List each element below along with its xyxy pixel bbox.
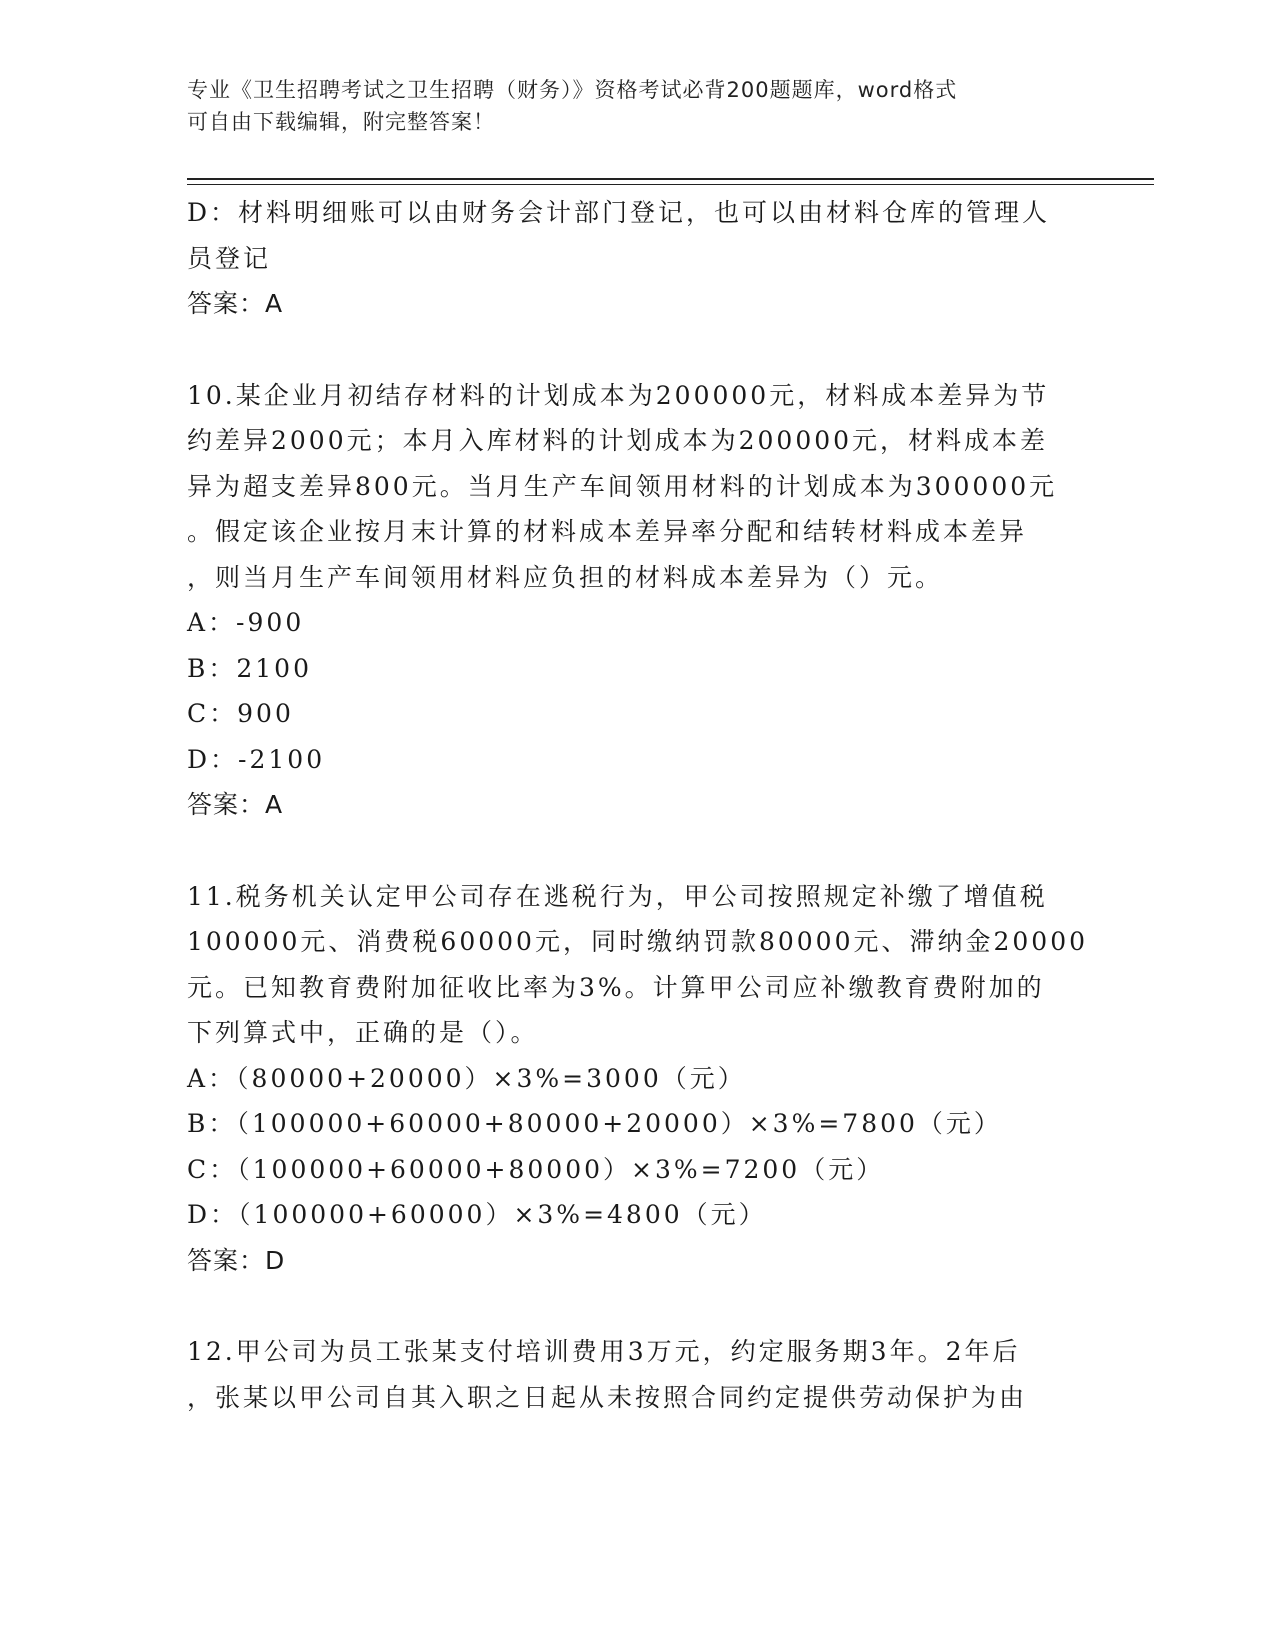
question-stem-line: 。假定该企业按月末计算的材料成本差异率分配和结转材料成本差异 bbox=[187, 517, 1028, 546]
option-b: B：（100000+60000+80000+20000）×3%=7800（元） bbox=[187, 1109, 1002, 1138]
header-title-line-1: 专业《卫生招聘考试之卫生招聘（财务）》资格考试必背200题题库，word格式 bbox=[187, 78, 958, 102]
option-d: D：（100000+60000）×3%=4800（元） bbox=[187, 1200, 767, 1229]
question-11 bbox=[187, 874, 1087, 1284]
option-a: A：-900 bbox=[187, 608, 305, 637]
option-c: C：（100000+60000+80000）×3%=7200（元） bbox=[187, 1154, 885, 1184]
question-stem-line: ，则当月生产车间领用材料应负担的材料成本差异为（）元。 bbox=[187, 562, 944, 592]
page-header bbox=[187, 74, 1067, 138]
header-divider bbox=[187, 178, 1154, 180]
question-12 bbox=[187, 1329, 1087, 1420]
option-d: D：-2100 bbox=[187, 744, 326, 774]
answer: 答案：A bbox=[187, 289, 284, 318]
option-d-continued: 员登记 bbox=[187, 243, 272, 273]
question-stem-line: 异为超支差异800元。当月生产车间领用材料的计划成本为300000元 bbox=[187, 471, 1058, 501]
question-9-tail bbox=[187, 190, 1087, 327]
header-divider-thin bbox=[187, 184, 1154, 185]
question-stem-line: 11.税务机关认定甲公司存在逃税行为，甲公司按照规定补缴了增值税 bbox=[187, 881, 1048, 911]
question-stem-line: 下列算式中，正确的是（）。 bbox=[187, 1018, 539, 1047]
answer: 答案：A bbox=[187, 790, 284, 819]
document-body bbox=[187, 190, 1087, 1420]
header-title-line-2: 可自由下载编辑，附完整答案！ bbox=[187, 110, 495, 134]
question-stem-line: 100000元、消费税60000元，同时缴纳罚款80000元、滞纳金20000 bbox=[187, 927, 1089, 956]
question-stem-line: ，张某以甲公司自其入职之日起从未按照合同约定提供劳动保护为由 bbox=[187, 1382, 1028, 1412]
question-10 bbox=[187, 373, 1087, 828]
question-stem-line: 12.甲公司为员工张某支付培训费用3万元，约定服务期3年。2年后 bbox=[187, 1337, 1021, 1366]
question-stem-line: 10.某企业月初结存材料的计划成本为200000元，材料成本差异为节 bbox=[187, 380, 1050, 410]
option-d: D：材料明细账可以由财务会计部门登记，也可以由材料仓库的管理人 bbox=[187, 198, 1051, 227]
question-stem-line: 约差异2000元；本月入库材料的计划成本为200000元，材料成本差 bbox=[187, 426, 1049, 455]
option-c: C：900 bbox=[187, 699, 294, 728]
answer: 答案：D bbox=[187, 1245, 286, 1275]
question-stem-line: 元。已知教育费附加征收比率为3%。计算甲公司应补缴教育费附加的 bbox=[187, 972, 1045, 1002]
option-a: A：（80000+20000）×3%=3000（元） bbox=[187, 1063, 746, 1093]
option-b: B：2100 bbox=[187, 653, 312, 683]
